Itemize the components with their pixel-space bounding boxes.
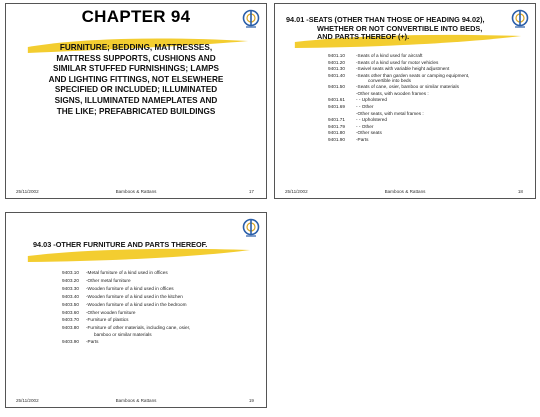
list-item (62, 324, 190, 337)
hs-code: 9401.40 (328, 72, 345, 78)
list-item (328, 66, 469, 73)
list-item (62, 269, 190, 277)
hs-description-cont: convertible into beds (368, 78, 411, 84)
wco-logo-icon (242, 218, 260, 238)
hs-code: 9403.30 (62, 285, 79, 291)
hs-description-cont: bamboo or similar materials (94, 332, 152, 338)
hs-description: -Furniture of other materials, including cane, osier, (86, 325, 191, 331)
footer-title: Bamboos & Rattans (384, 189, 426, 194)
chapter-description-line: SIGNS, ILLUMINATED NAMEPLATES AND (54, 95, 218, 105)
chapter-description (14, 43, 258, 117)
hs-description: - - Other (356, 123, 374, 129)
hs-code: 9403.70 (62, 317, 79, 323)
list-item (328, 91, 469, 98)
hs-code: 9401.50 (328, 84, 345, 90)
hs-description: -Parts (356, 136, 369, 142)
hs-description: -Swivel seats with variable height adjustment (356, 66, 450, 72)
list-item (328, 111, 469, 118)
hs-description: -Seats other than garden seats or camping equipment, (356, 72, 470, 78)
hs-code: 9401.90 (328, 136, 345, 142)
chapter-description-line: SPECIFIED OR INCLUDED; ILLUMINATED (54, 85, 218, 95)
list-item (62, 277, 190, 285)
chapter-description-line: AND LIGHTING FITTINGS, NOT ELSEWHERE (48, 74, 224, 84)
heading-line: 94.03 -OTHER FURNITURE AND PARTS THEREOF. (33, 240, 208, 249)
hs-code: 9401.61 (328, 97, 345, 103)
hs-code: 9401.71 (328, 117, 345, 123)
heading-line: WHETHER OR NOT CONVERTIBLE INTO BEDS, (317, 23, 483, 33)
list-item (328, 117, 469, 124)
subheading-list (328, 53, 469, 144)
list-item (328, 130, 469, 137)
hs-code: 9403.60 (62, 309, 79, 315)
hs-description: -Wooden furniture of a kind used in the kitchen (86, 293, 183, 299)
wco-logo-icon (511, 9, 529, 29)
hs-description: -Seats of cane, osier, bamboo or similar materials (356, 84, 459, 90)
hs-description: - - Upholstered (356, 117, 388, 123)
slide-number: 17 (248, 189, 254, 194)
list-item (328, 137, 469, 144)
slide-footer (6, 184, 266, 194)
list-item (62, 316, 190, 324)
chapter-title: CHAPTER 94 (81, 7, 191, 26)
heading-line: AND PARTS THEREOF (+). (317, 32, 410, 42)
chapter-description-line: FURNITURE; BEDDING, MATTRESSES, (59, 43, 213, 52)
slide-number: 18 (517, 189, 523, 194)
list-item (328, 124, 469, 131)
heading-title (33, 241, 207, 250)
subheading-list (62, 269, 190, 346)
chapter-description-line: SIMILAR STUFFED FURNISHINGS; LAMPS (52, 64, 220, 74)
hs-description: -Other seats, with wooden frames : (356, 90, 429, 96)
hs-code: 9401.10 (328, 53, 345, 58)
list-item (328, 104, 469, 111)
list-item (62, 338, 190, 346)
hs-code: 9403.10 (62, 270, 79, 275)
footer-date: 25/11/2002 (16, 189, 39, 194)
hs-description: -Metal furniture of a kind used in offices (86, 270, 168, 275)
hs-code: 9403.50 (62, 301, 79, 307)
hs-code: 9403.20 (62, 277, 79, 283)
slide-chapter-94[interactable] (5, 3, 267, 199)
slide-heading-9401[interactable] (274, 3, 536, 199)
hs-code: 9401.69 (328, 103, 345, 109)
hs-description: -Other seats (356, 130, 382, 136)
hs-code: 9401.30 (328, 66, 345, 72)
slide-footer (275, 184, 535, 194)
footer-date: 25/11/2002 (285, 189, 308, 194)
footer-title: Bamboos & Rattans (115, 189, 157, 194)
hs-code: 9403.80 (62, 325, 79, 331)
slide-footer (6, 393, 266, 403)
hs-description: -Wooden furniture of a kind used in the bedroom (86, 301, 187, 307)
footer-title: Bamboos & Rattans (115, 398, 157, 403)
list-item (328, 84, 469, 91)
slide-number: 19 (248, 398, 254, 403)
hs-description: -Seats of a kind used for aircraft (356, 53, 423, 58)
list-item (328, 53, 469, 60)
hs-description: -Parts (86, 338, 99, 344)
footer-date: 25/11/2002 (16, 398, 39, 403)
heading-title (286, 16, 485, 42)
chapter-description-line: THE LIKE; PREFABRICATED BUILDINGS (56, 106, 216, 116)
list-item (62, 285, 190, 293)
heading-line: 94.01 -SEATS (OTHER THAN THOSE OF HEADING 94.02), (286, 15, 485, 24)
hs-code: 9401.80 (328, 130, 345, 136)
list-item (62, 301, 190, 309)
hs-code: 9403.40 (62, 293, 79, 299)
hs-description: - - Other (356, 103, 374, 109)
hs-description: - - Upholstered (356, 97, 388, 103)
list-item (62, 309, 190, 317)
hs-code: 9401.79 (328, 123, 345, 129)
hs-description: -Other wooden furniture (86, 309, 136, 315)
list-item (328, 97, 469, 104)
hs-description: -Other seats, with metal frames : (356, 110, 424, 116)
hs-description: -Furniture of plastics (86, 317, 129, 323)
slide-heading-9403[interactable] (5, 212, 267, 408)
hs-code: 9403.90 (62, 338, 79, 344)
list-item (62, 293, 190, 301)
hs-code: 9401.20 (328, 59, 345, 65)
list-item (328, 73, 469, 84)
list-item (328, 60, 469, 67)
hs-description: -Wooden furniture of a kind used in offices (86, 285, 174, 291)
chapter-description-line: MATTRESS SUPPORTS, CUSHIONS AND (56, 53, 216, 63)
hs-description: -Seats of a kind used for motor vehicles (356, 59, 439, 65)
hs-description: -Other metal furniture (86, 277, 131, 283)
